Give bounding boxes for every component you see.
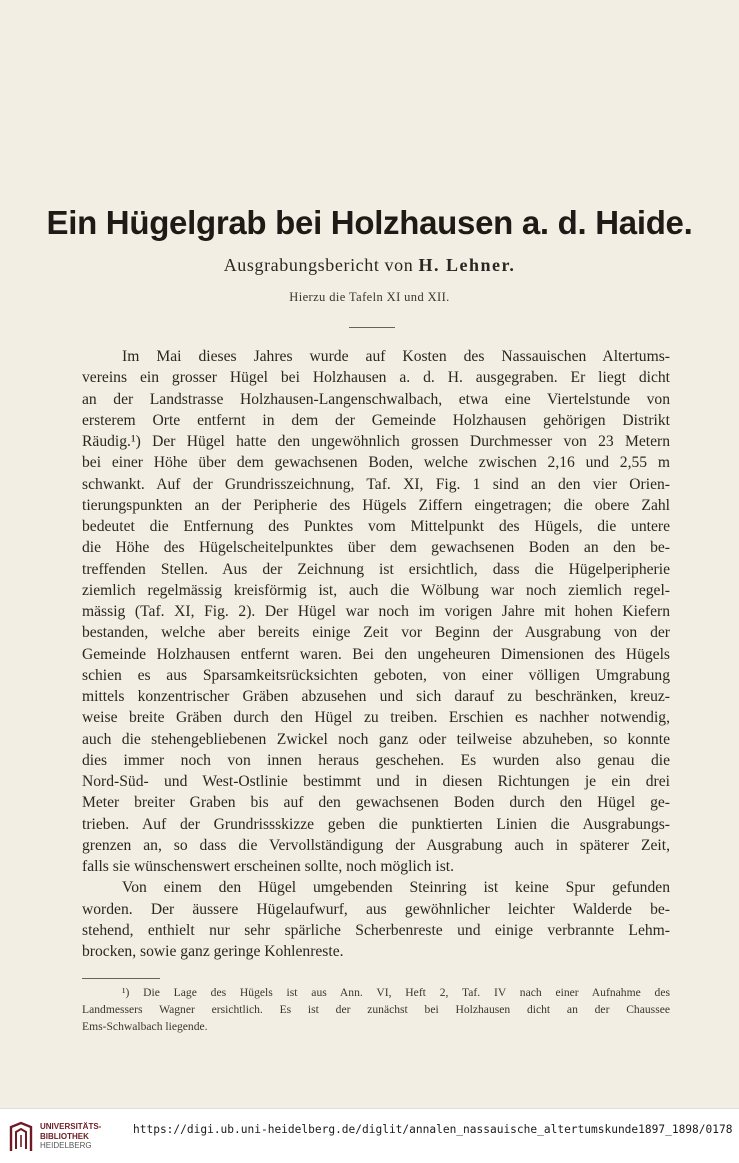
body-line: bestanden, welche aber bereits einige Zeit vor Beginn der Ausgrabung von der	[82, 624, 670, 642]
article-title: Ein Hügelgrab bei Holzhausen a. d. Haide.	[46, 204, 693, 241]
heidelberg-library-logo-icon[interactable]	[8, 1121, 34, 1153]
body-line: vereins ein grosser Hügel bei Holzhausen a. d. H. ausgegraben. Er liegt dicht	[82, 369, 670, 387]
body-line: trieben. Auf der Grundrissskizze geben die punktierten Linien die Ausgrabungs-	[82, 815, 670, 833]
body-line: bei einer Höhe über dem gewachsenen Boden, welche zwischen 2,16 und 2,55 m	[82, 454, 670, 472]
footnote-line: Landmessers Wagner ersichtlich. Es ist der zunächst bei Holzhausen dicht an der Chaussee	[82, 1003, 670, 1016]
body-line: Räudig.¹) Der Hügel hatte den ungewöhnlich grossen Durchmesser von 23 Metern	[82, 433, 670, 450]
institution-line: UNIVERSITÄTS-	[40, 1122, 102, 1131]
body-line: Meter breiter Graben bis auf den gewachsenen Boden durch den Hügel ge-	[82, 794, 670, 812]
institution-line: HEIDELBERG	[40, 1141, 92, 1150]
body-line: schwankt. Auf der Grundrisszeichnung, Taf. XI, Fig. 1 sind an den vier Orien-	[82, 475, 670, 493]
body-line: treffenden Stellen. Aus der Zeichnung ist ersichtlich, dass die Hügelperipherie	[82, 560, 670, 578]
body-line: die Höhe des Hügelscheitelpunktes über dem gewachsenen Boden an den be-	[82, 539, 670, 557]
body-line: schien es aus Sparsamkeitsrücksichten geboten, von einer völligen Umgrabung	[82, 666, 670, 684]
body-line: dies immer noch von innen heraus geschehen. Es wurden also genau die	[82, 751, 670, 769]
body-line: falls sie wünschenswert erscheinen sollte, noch möglich ist.	[82, 858, 454, 875]
title-divider	[349, 327, 395, 328]
institution-name[interactable]	[40, 1122, 126, 1151]
body-line: Gemeinde Holzhausen entfernt waren. Bei den ungeheuren Dimensionen des Hügels	[82, 645, 670, 663]
author-name: H. Lehner.	[418, 255, 516, 275]
footnote	[82, 984, 670, 1035]
body-line: Nord-Süd- und West-Ostlinie bestimmt und in diesen Richtungen je ein drei	[82, 773, 670, 790]
footnote-divider	[82, 978, 160, 979]
body-line: ziemlich regelmässig kreisförmig ist, auch die Wölbung war noch ziemlich regel-	[82, 581, 670, 599]
body-line: Im Mai dieses Jahres wurde auf Kosten des Nassauischen Altertums-	[122, 348, 670, 365]
body-line: grenzen an, so dass die Vervollständigung der Ausgrabung auch in späterer Zeit,	[82, 836, 670, 854]
body-line: worden. Der äussere Hügelaufwurf, aus gewöhnlicher leichter Walderde be-	[82, 900, 670, 918]
subtitle-prefix: Ausgrabungsbericht von	[223, 255, 414, 275]
viewer-footer	[0, 1108, 739, 1163]
body-line: auch die stehengebliebenen Zwickel noch ganz oder teilweise abzuheben, so konnte	[82, 730, 670, 748]
body-line: an der Landstrasse Holzhausen-Langenschwalbach, etwa eine Viertelstunde von	[82, 390, 670, 408]
body-line: mässig (Taf. XI, Fig. 2). Der Hügel war noch im vorigen Jahre mit hohen Kiefern	[82, 603, 670, 620]
body-line: ersterem Orte entfernt in dem der Gemeinde Holzhausen gehörigen Distrikt	[82, 411, 670, 429]
body-line: bedeutet die Entfernung des Punktes vom Mittelpunkt des Hügels, die untere	[82, 518, 670, 535]
footnote-line: Ems-Schwalbach liegende.	[82, 1020, 208, 1033]
article-subtitle	[0, 255, 739, 276]
body-line: Von einem den Hügel umgebenden Steinring ist keine Spur gefunden	[122, 879, 670, 897]
footnote-line: ¹) Die Lage des Hügels ist aus Ann. VI, Heft 2, Taf. IV nach einer Aufnahme des	[122, 986, 670, 999]
body-line: weise breite Gräben durch den Hügel zu treiben. Erschien es nachher notwendig,	[82, 709, 670, 727]
body-line: brocken, sowie ganz geringe Kohlenreste.	[82, 943, 344, 960]
plates-note: Hierzu die Tafeln XI und XII.	[289, 290, 450, 304]
body-text	[82, 346, 670, 962]
body-line: mittels konzentrischer Gräben abzusehen und sich darauf zu beschränken, kreuz-	[82, 688, 670, 705]
body-line: stehend, enthielt nur sehr spärliche Scherbenreste und einige verbrannte Lehm-	[82, 921, 670, 939]
institution-line: BIBLIOTHEK	[40, 1131, 89, 1141]
permalink-url[interactable]: https://digi.ub.uni-heidelberg.de/diglit/annalen_nassauische_altertumskunde1897_1898/0178	[133, 1123, 733, 1136]
body-line: tierungspunkten an der Peripherie des Hügels Ziffern eingetragen; die obere Zahl	[82, 496, 670, 514]
